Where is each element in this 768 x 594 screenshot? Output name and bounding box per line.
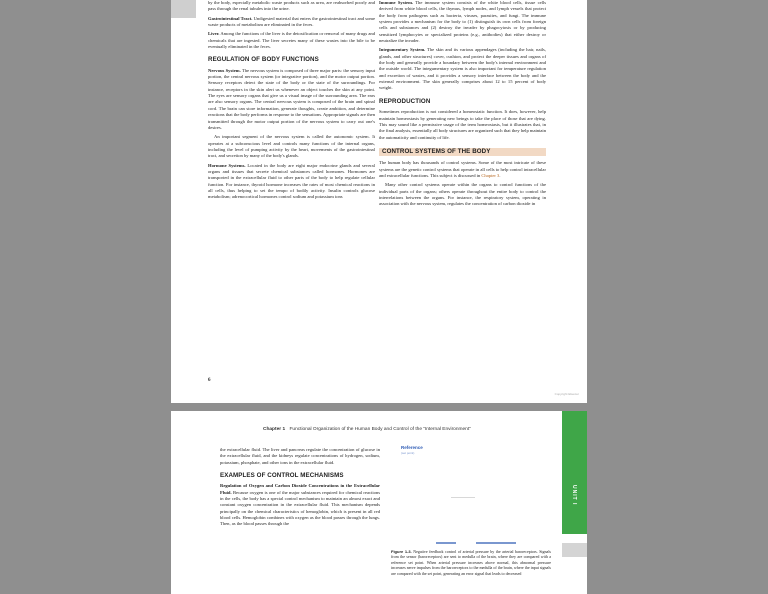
left-column	[220, 447, 380, 531]
paragraph-text: the extracellular fluid. The liver and pancreas regulate the concentration of glucose in the extracellular fluid, and the kidneys regulate concentrations of hydrogen, sodium, potassium, phosphate, and other ions in the extracellular fluid.	[220, 447, 380, 465]
unit-label: UNIT I	[571, 485, 577, 506]
left-column	[208, 0, 375, 204]
unit-tab	[562, 411, 587, 534]
paragraph-text: Located in the body are eight major endocrine glands and several organs and tissues that secrete chemical substances called hormones. Hormones are transported in the extracellular fluid to other parts of the body to help regulate cellular function. For instance, thyroid hormone increases the rates of most chemical reactions in all cells, thus helping to set the tempo of bodily activity. Insulin controls glucose metabolism; adrenocortical hormones control sodium and potassium ions	[208, 162, 375, 200]
figure-reference-label: Reference	[401, 445, 423, 450]
paragraph	[220, 447, 380, 466]
section-heading	[379, 148, 546, 156]
paragraph	[208, 31, 375, 50]
chapter-title: Functional Organization of the Human Body and Control of the “Internal Environment”	[289, 427, 471, 432]
figure-label-mark	[436, 542, 456, 544]
paragraph-lead: Nervous System.	[208, 67, 241, 73]
paragraph-lead: Liver.	[208, 31, 220, 37]
paragraph	[379, 182, 546, 207]
figure-1-3	[391, 441, 551, 549]
paragraph-text: Sometimes reproduction is not considered a homeostatic function. It does, however, help maintain homeostasis by generating new beings to take the place of those that are dying. This may sound like a permissive usage of the term homeostasis, but it illustrates that, in the final analysis, essentially all body structures are organized such that they help maintain the automaticity and continuity of life.	[379, 109, 546, 140]
margin-tab	[171, 0, 196, 18]
paragraph	[208, 134, 375, 159]
paragraph	[208, 0, 375, 13]
page-number: 6	[208, 378, 211, 383]
figure-line	[451, 497, 475, 498]
figure-caption-text: Negative feedback control of arterial pressure by the arterial baroreceptors. Signals from the sensor (baroreceptors) are sent to medulla of the brain, where they are compared with a reference set point. When arterial pressure increases above normal, this abnormal pressure increases nerve impulses from the baroreceptors to the medulla of the brain, where the input signals are compared with the set point, generating an error signal that leads to decreased	[391, 549, 551, 576]
paragraph-lead: Immune System.	[379, 0, 414, 5]
paragraph-text: The immune system consists of the white blood cells, tissue cells derived from white blood cells, the thymus, lymph nodes, and lymph vessels that protect the body from pathogens such as bacteria, viruses, parasites, and fungi. The immune system provides a mechanism for the body to (1) distinguish its own cells from foreign cells and substances and (2) destroy the invader by phagocytosis or by producing sensitized lymphocytes or specialized proteins (e.g., antibodies) that either destroy or neutralize the invader.	[379, 0, 546, 44]
section-heading-highlight: CONTROL SYSTEMS OF THE BODY	[379, 148, 546, 156]
paragraph	[208, 163, 375, 201]
paragraph	[379, 0, 546, 44]
figure-label-mark	[476, 542, 516, 544]
book-page-6	[171, 0, 587, 403]
paragraph-lead: Integumentary System.	[379, 47, 426, 53]
paragraph-text: The skin and its various appendages (including the hair, nails, glands, and other structures) cover, cushion, and protect the deeper tissues and organs of the body and generally provide a boundary between the body's internal environment and the outside world. The integumentary system is also important for temperature regulation and excretion of wastes, and it provides a sensory interface between the body and the external environment. The skin generally comprises about 12 to 15 percent of body weight.	[379, 47, 546, 91]
section-heading: EXAMPLES OF CONTROL MECHANISMS	[220, 472, 344, 480]
paragraph	[379, 160, 546, 179]
copyright-notice: Copyright Elsevier	[554, 392, 579, 396]
paragraph-text: Many other control systems operate within the organs to control functions of the individual parts of the organs; others operate throughout the entire body to control the interrelations between the organs. For instance, the respiratory system, operating in association with the nervous system, regulates the concentration of carbon dioxide in	[379, 182, 546, 207]
paragraph-text: Among the functions of the liver is the detoxification or removal of many drugs and chemicals that are ingested. The liver secretes many of these wastes into the bile to be eventually eliminated in the feces.	[208, 31, 375, 50]
running-head	[263, 427, 471, 432]
paragraph-text: Undigested material that enters the gastrointestinal tract and some waste products of metabolism are eliminated in the feces.	[208, 15, 375, 28]
paragraph-text: by the body, especially metabolic waste products such as urea, are reabsorbed poorly and pass through the renal tubules into the urine.	[208, 0, 375, 12]
paragraph	[379, 109, 546, 141]
book-page-7	[171, 411, 587, 594]
paragraph-tail: .	[499, 172, 501, 178]
paragraph-text: The nervous system is composed of three major parts: the sensory input portion, the central nervous system (or integrative portion), and the motor output portion. Sensory receptors detect the state of the body or the state of the surroundings. For instance, receptors in the skin alert us whenever an object touches the skin at any point. The eyes are sensory organs that give us a visual image of the surrounding area. The ears are also sensory organs. The central nervous system is composed of the brain and spinal cord. The brain can store information, generate thoughts, create ambition, and determine reactions that the body performs in response to the sensations. Appropriate signals are then transmitted through the motor output portion of the nervous system to carry out one's desires.	[208, 67, 375, 130]
paragraph	[220, 483, 380, 527]
paragraph-text: Because oxygen is one of the major substances required for chemical reactions in the cells, the body has a special control mechanism to maintain an almost exact and constant oxygen concentration in the extracellular fluid. This mechanism depends principally on the chemical characteristics of hemoglobin, which is present in all red blood cells. Hemoglobin combines with oxygen as the blood passes through the lungs. Then, as the blood passes through the	[220, 489, 380, 527]
chapter-label: Chapter 1	[263, 427, 286, 432]
paragraph	[379, 47, 546, 91]
section-heading: REGULATION OF BODY FUNCTIONS	[208, 56, 319, 64]
paragraph	[208, 16, 375, 29]
paragraph-lead: Regulation of Oxygen and Carbon Dioxide Concentrations in the Extracellular Fluid.	[220, 483, 380, 495]
chapter-link[interactable]: Chapter 3	[481, 172, 500, 178]
paragraph-text: An important segment of the nervous system is called the autonomic system. It operates at a subconscious level and controls many functions of the internal organs, including the level of pumping activity by the heart, movements of the gastrointestinal tract, and secretion by many of the body's glands.	[208, 134, 375, 159]
figure-caption-lead: Figure 1-3.	[391, 549, 412, 554]
paragraph-lead: Gastrointestinal Tract.	[208, 15, 253, 21]
right-column	[379, 0, 546, 211]
figure-set-point-label: (set point)	[401, 451, 415, 455]
paragraph-lead: Hormone Systems.	[208, 162, 246, 168]
paragraph	[208, 68, 375, 131]
margin-tab	[562, 543, 587, 557]
figure-caption	[391, 549, 551, 576]
paragraph-text: The human body has thousands of control systems. Some of the most intricate of these systems are the genetic control systems that operate in all cells to help control intracellular and extracellular functions. This subject is discussed in	[379, 160, 546, 178]
section-heading: REPRODUCTION	[379, 97, 431, 105]
